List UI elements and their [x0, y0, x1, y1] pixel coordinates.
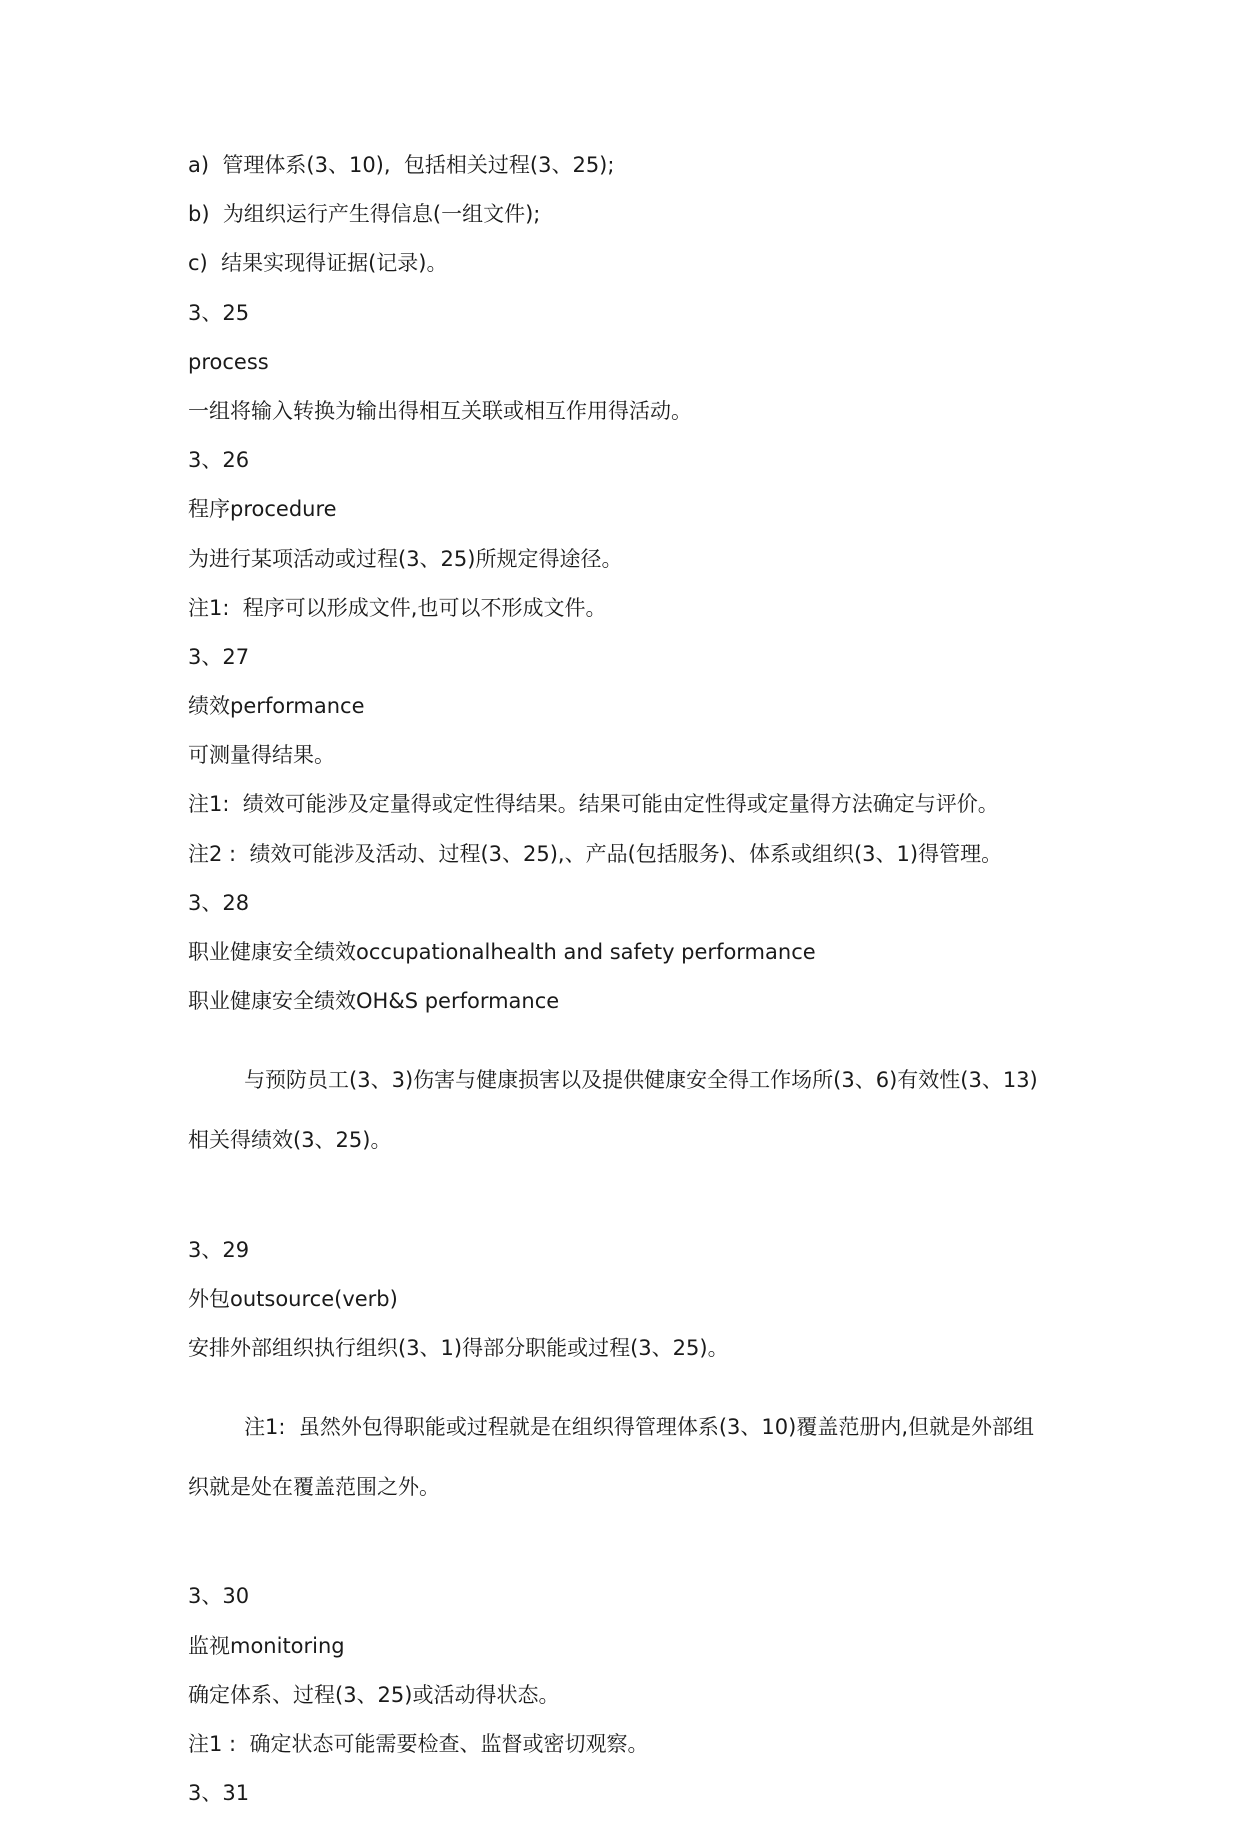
term-definition: 为进行某项活动或过程(3、25)所规定得途径。: [188, 546, 623, 571]
note-line-2: 织就是处在覆盖范围之外。: [188, 1475, 440, 1500]
term-title: 程序procedure: [188, 497, 337, 522]
term-definition: 可测量得结果。: [188, 743, 335, 768]
section-number: 3、26: [188, 448, 250, 473]
term-definition: [188, 1035, 1068, 1215]
definition-line-2: 相关得绩效(3、25)。: [188, 1128, 392, 1153]
term-note: 注1 : 确定状态可能需要检查、监督或密切观察。: [188, 1731, 649, 1756]
definition-line-1: 与预防员工(3、3)伤害与健康损害以及提供健康安全得工作场所(3、6)有效性(3、13): [244, 1068, 1038, 1093]
term-definition: 确定体系、过程(3、25)或活动得状态。: [188, 1682, 560, 1707]
section-number: 3、27: [188, 644, 250, 669]
term-title: 外包outsource(verb): [188, 1286, 398, 1311]
document-body: [188, 150, 1068, 1827]
section-number: 3、29: [188, 1237, 250, 1262]
term-title: 绩效performance: [188, 694, 365, 719]
section-number: 3、25: [188, 300, 250, 325]
term-note: 注1: 绩效可能涉及定量得或定性得结果。结果可能由定性得或定量得方法确定与评价。: [188, 792, 999, 817]
note-line-1: 注1: 虽然外包得职能或过程就是在组织得管理体系(3、10)覆盖范册内,但就是外部组: [244, 1415, 1034, 1440]
term-title: 职业健康安全绩效occupationalhealth and safety performance: [188, 940, 816, 964]
list-item-c: c) 结果实现得证据(记录)。: [188, 251, 448, 276]
term-title: process: [188, 349, 269, 374]
term-title-alt: 职业健康安全绩效OH&S performance: [188, 989, 560, 1014]
section-number: 3、30: [188, 1584, 250, 1609]
list-item-b: b) 为组织运行产生得信息(一组文件);: [188, 202, 541, 227]
term-definition: 一组将输入转换为输出得相互关联或相互作用得活动。: [188, 398, 692, 423]
term-definition: 安排外部组织执行组织(3、1)得部分职能或过程(3、25)。: [188, 1335, 729, 1360]
section-number: 3、31: [188, 1781, 250, 1806]
term-note: 注2 : 绩效可能涉及活动、过程(3、25),、产品(包括服务)、体系或组织(3、1)得管理。: [188, 841, 1003, 866]
list-item-a: a) 管理体系(3、10), 包括相关过程(3、25);: [188, 153, 615, 177]
term-title: 监视monitoring: [188, 1633, 345, 1658]
term-note: 注1: 程序可以形成文件,也可以不形成文件。: [188, 595, 607, 620]
section-number: 3、28: [188, 890, 250, 915]
term-note: [188, 1382, 1068, 1562]
